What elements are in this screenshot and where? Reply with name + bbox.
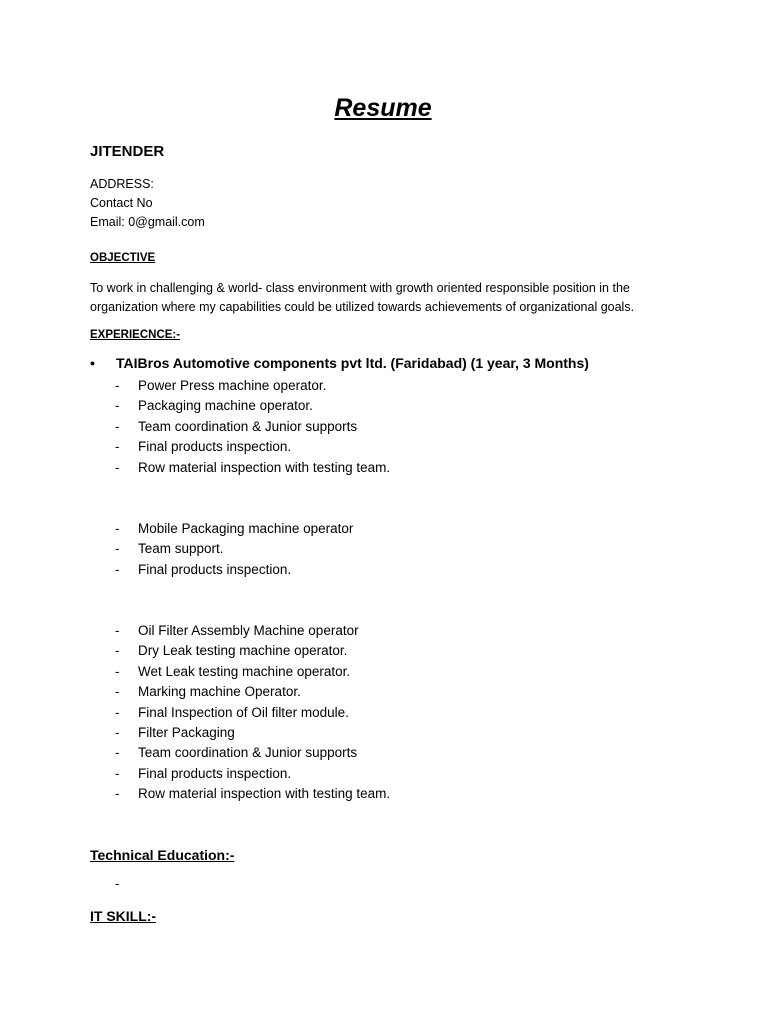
dash-marker: - [115, 541, 120, 557]
list-item: - Final Inspection of Oil filter module. [115, 703, 390, 723]
objective-heading: OBJECTIVE [90, 252, 156, 264]
technical-education-dash: - [115, 876, 120, 891]
bullet-icon: • [90, 355, 95, 371]
candidate-name: JITENDER [90, 143, 165, 160]
duty-list-3 [115, 621, 390, 805]
list-item: - Row material inspection with testing team. [115, 784, 390, 804]
list-item: - Marking machine Operator. [115, 682, 390, 702]
objective-line: organization where my capabilities could be utilized towards achievements of organizational goals. [90, 300, 635, 314]
experience-heading: EXPERIECNCE:- [90, 329, 181, 341]
list-item: - Dry Leak testing machine operator. [115, 641, 390, 661]
list-item: - Final products inspection. [115, 560, 353, 580]
list-item: - Row material inspection with testing team. [115, 458, 390, 478]
address-label: ADDRESS: [90, 177, 154, 191]
list-item: - Final products inspection. [115, 437, 390, 457]
it-skill-heading: IT SKILL:- [90, 908, 157, 924]
list-item: - Power Press machine operator. [115, 376, 390, 396]
dash-marker: - [115, 684, 120, 700]
duty-list-1 [115, 376, 390, 478]
dash-marker: - [115, 643, 120, 659]
list-item: - Team support. [115, 539, 353, 559]
objective-text [90, 279, 690, 317]
list-item: - Oil Filter Assembly Machine operator [115, 621, 390, 641]
list-item: - Packaging machine operator. [115, 396, 390, 416]
duty-list-2 [115, 519, 353, 580]
company-name: TAIBros Automotive components pvt ltd. (Faridabad) (1 year, 3 Months) [116, 355, 589, 371]
dash-marker: - [115, 745, 120, 761]
list-item: - Final products inspection. [115, 764, 390, 784]
dash-marker: - [115, 439, 120, 455]
job-entry [90, 355, 589, 371]
technical-education-heading: Technical Education:- [90, 847, 235, 863]
list-item: - Team coordination & Junior supports [115, 743, 390, 763]
dash-marker: - [115, 398, 120, 414]
dash-marker: - [115, 704, 120, 720]
list-item: - Mobile Packaging machine operator [115, 519, 353, 539]
dash-marker: - [115, 663, 120, 679]
dash-marker: - [115, 725, 120, 741]
list-item: - Wet Leak testing machine operator. [115, 662, 390, 682]
list-item: - Team coordination & Junior supports [115, 417, 390, 437]
dash-marker: - [115, 418, 120, 434]
dash-marker: - [115, 623, 120, 638]
dash-marker: - [115, 378, 120, 393]
dash-marker: - [115, 521, 120, 536]
list-item: - Filter Packaging [115, 723, 390, 743]
dash-marker: - [115, 786, 120, 802]
email-line: Email: 0@gmail.com [90, 215, 205, 229]
resume-title: Resume [334, 94, 432, 122]
contact-number-label: Contact No [90, 196, 153, 210]
objective-line: To work in challenging & world- class environment with growth oriented responsible position in the [90, 281, 630, 295]
dash-marker: - [115, 561, 120, 577]
contact-block [90, 175, 205, 232]
dash-marker: - [115, 459, 120, 475]
dash-marker: - [115, 765, 120, 781]
